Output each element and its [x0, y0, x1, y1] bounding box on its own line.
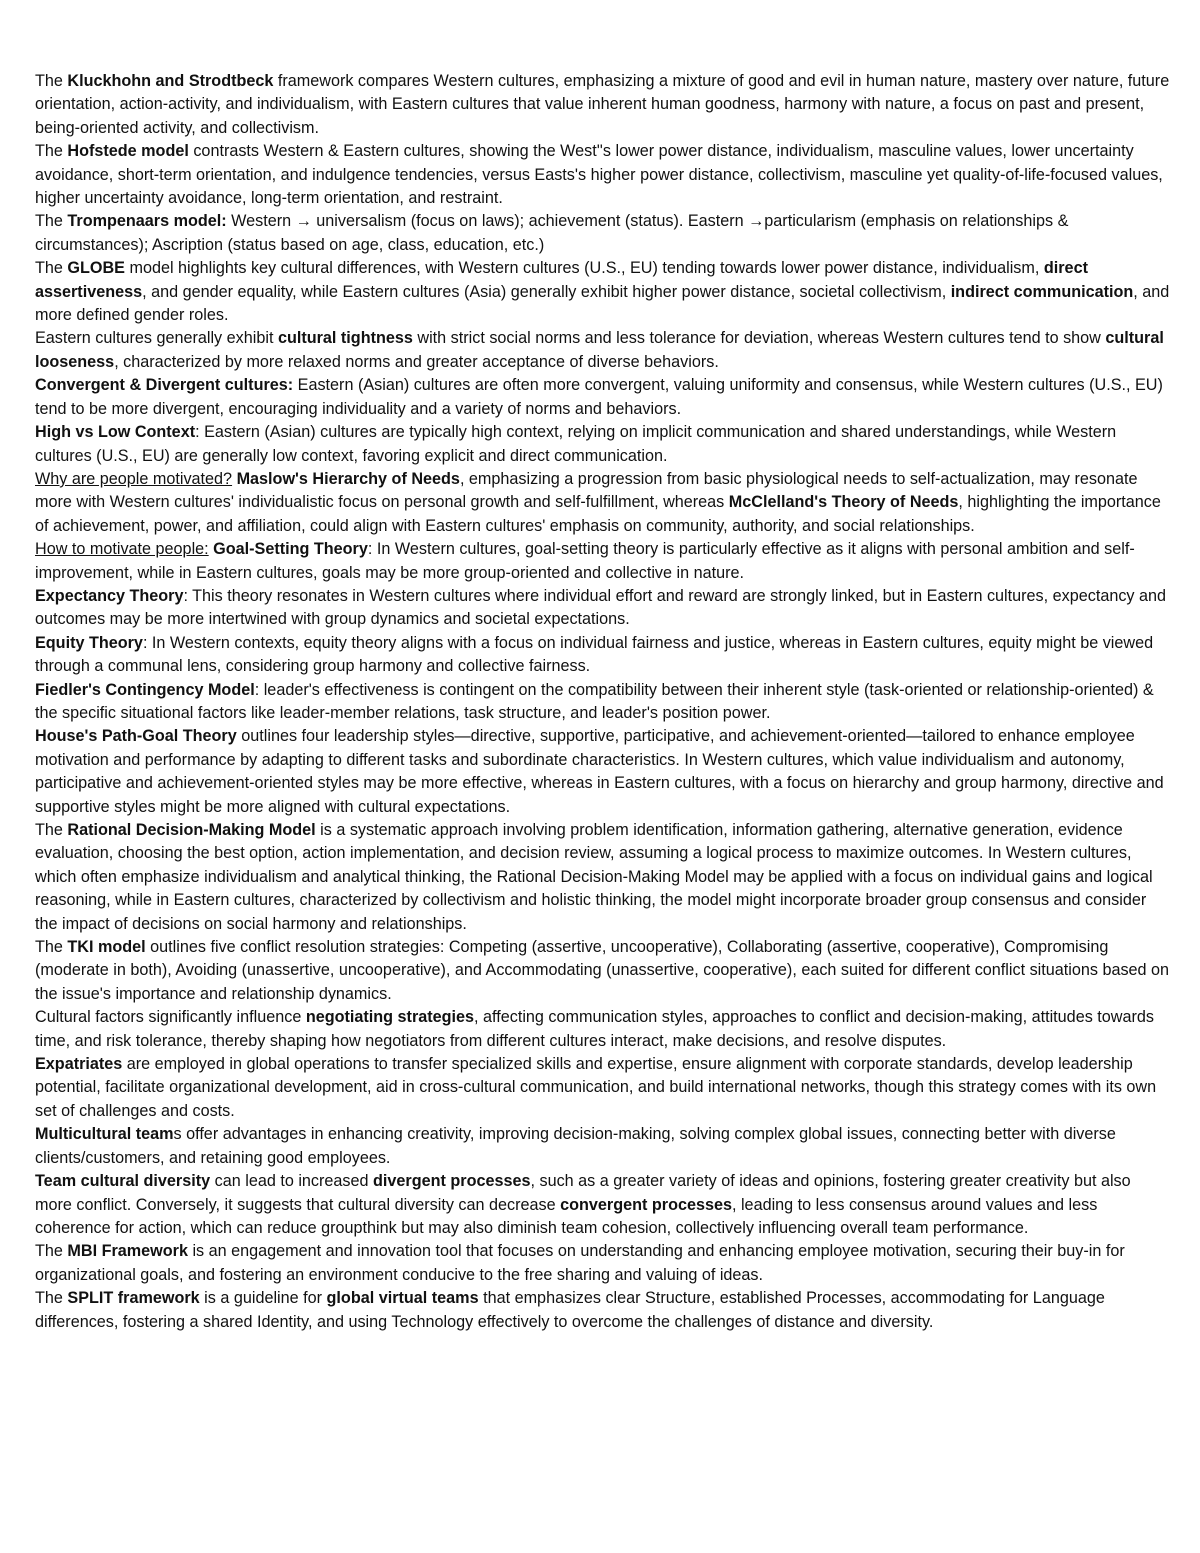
text-run: The — [35, 212, 68, 231]
paragraph — [35, 257, 1170, 327]
text-run: : leader's effectiveness is contingent on the compatibility between their inherent style (task-oriented or relationship-oriented) & the specific situational factors like leader-member relations, task structure, and leader's position power. — [35, 680, 1154, 722]
bold-term: Kluckhohn and Strodtbeck — [67, 72, 274, 90]
text-run: is an engagement and innovation tool that focuses on understanding and enhancing employee motivation, securing their buy-in for organizational goals, and fostering an environment conducive to the free sharing and valuing of ideas. — [35, 1242, 1125, 1284]
paragraph — [35, 421, 1170, 468]
paragraph — [35, 1170, 1170, 1240]
text-run: , leading to less consensus around values and less coherence for action, which can reduce groupthink but may also diminish team cohesion, collectively influencing overall team performance. — [35, 1195, 1098, 1237]
bold-term: convergent processes — [560, 1195, 732, 1214]
text-run: Cultural factors significantly influence — [35, 1008, 306, 1027]
text-run: : Eastern (Asian) cultures are typically high context, relying on implicit communication and shared understandings, while Western cultures (U.S., EU) are generally low context, favoring explicit and direct communication. — [35, 423, 1117, 465]
bold-term: High vs Low Context — [35, 423, 196, 442]
paragraph — [35, 1287, 1170, 1334]
text-run: is a systematic approach involving problem identification, information gathering, alternative generation, evidence evaluation, choosing the best option, action implementation, and decision review, assuming a logical process to maximize outcomes. In Western cultures, which often emphasize individualism and analytical thinking, the Rational Decision-Making Model may be applied with a focus on individual gains and logical reasoning, while in Eastern cultures, characterized by collectivism and holistic thinking, the model might incorporate broader group consensus and consider the impact of decisions on social harmony and relationships. — [35, 821, 1153, 933]
text-run: Eastern cultures generally exhibit — [35, 329, 278, 348]
paragraph — [35, 70, 1170, 140]
text-run: The — [35, 72, 68, 90]
bold-term: cultural tightness — [277, 329, 413, 348]
bold-term: GLOBE — [67, 259, 125, 278]
text-run: contrasts Western & Eastern cultures, showing the West''s lower power distance, individualism, masculine values, lower uncertainty avoidance, short-term orientation, and indulgence tendencies, versus Easts's higher power distance, collectivism, masculine yet quality-of-life-focused values, higher uncertainty avoidance, long-term orientation, and restraint. — [35, 142, 1163, 208]
text-run: , highlighting the importance of achievement, power, and affiliation, could align with Eastern cultures' emphasis on community, authority, and social relationships. — [35, 493, 1161, 535]
bold-term: Convergent & Divergent cultures: — [35, 376, 294, 395]
bold-term: Trompenaars model: — [67, 212, 227, 231]
text-run: The — [35, 1242, 68, 1261]
text-run: , and more defined gender roles. — [35, 282, 1170, 325]
bold-term: global virtual teams — [326, 1289, 479, 1308]
bold-term: Multicultural team — [35, 1125, 174, 1144]
bold-term: Hofstede model — [67, 142, 189, 161]
paragraph — [35, 140, 1170, 210]
text-run: Eastern (Asian) cultures are often more convergent, valuing uniformity and consensus, while Western cultures (U.S., EU) tend to be more divergent, encouraging individuality and a variety of norms and behaviors. — [35, 376, 1163, 418]
text-run: framework compares Western cultures, emphasizing a mixture of good and evil in human nature, mastery over nature, future orientation, action-activity, and individualism, with Eastern cultures that value inherent human goodness, harmony with nature, a focus on past and present, being-oriented activity, and collectivism. — [35, 72, 1170, 137]
text-run: : In Western cultures, goal-setting theory is particularly effective as it aligns with personal ambition and self-improvement, while in Eastern cultures, goals may be more group-oriented and collective in nature. — [35, 540, 1135, 582]
text-run: outlines four leadership styles—directive, supportive, participative, and achievement-oriented—tailored to enhance employee motivation and performance by adapting to different tasks and subordinate characteristics. In Western cultures, which value individualism and autonomy, participative and achievement-oriented styles may be more effective, whereas in Eastern cultures, with a focus on hierarchy and group harmony, directive and supportive styles might be more aligned with cultural expectations. — [35, 727, 1164, 816]
bold-term: negotiating strategies — [305, 1008, 475, 1027]
paragraph — [35, 538, 1170, 585]
bold-term: direct assertiveness — [35, 259, 1088, 301]
bold-term: Fiedler's Contingency Model — [35, 680, 255, 699]
paragraph — [35, 1053, 1170, 1123]
bold-term: TKI model — [67, 938, 146, 957]
text-run: s offer advantages in enhancing creativity, improving decision-making, solving complex global issues, connecting better with diverse clients/customers, and retaining good employees. — [35, 1125, 1116, 1167]
bold-term: Equity Theory — [35, 633, 143, 652]
text-run: with strict social norms and less tolerance for deviation, whereas Western cultures tend to show — [412, 329, 1106, 348]
bold-term: Team cultural diversity — [35, 1172, 211, 1191]
bold-term: divergent processes — [373, 1172, 531, 1191]
paragraph — [35, 327, 1170, 374]
text-run: : This theory resonates in Western cultures where individual effort and reward are strongly linked, but in Eastern cultures, expectancy and outcomes may be more intertwined with group dynamics and societal expectations. — [35, 586, 1167, 629]
bold-term: MBI Framework — [67, 1242, 188, 1261]
text-run: that emphasizes clear Structure, established Processes, accommodating for Language differences, fostering a shared Identity, and using Technology effectively to overcome the challenges of distance and diversity. — [35, 1289, 1105, 1331]
paragraph — [35, 210, 1170, 257]
text-run: model highlights key cultural differences, with Western cultures (U.S., EU) tending towards lower power distance, individualism, — [124, 259, 1044, 278]
text-run: is a guideline for — [199, 1289, 327, 1308]
paragraph — [35, 936, 1170, 1006]
text-run: Western → universalism (focus on laws); achievement (status). Eastern →particularism (emphasis on relationships & circumstances); Ascription (status based on age, class, education, etc.) — [35, 212, 1069, 254]
text-run: outlines five conflict resolution strategies: Competing (assertive, uncooperative), Collaborating (assertive, cooperative), Compromising (moderate in both), Avoiding (unassertive, uncooperative), and Accommodating (unassertive, cooperative), each suited for different conflict situations based on the issue's importance and relationship dynamics. — [35, 938, 1170, 1003]
bold-term: House's Path-Goal Theory — [35, 727, 237, 746]
bold-term: indirect communication — [950, 282, 1134, 301]
text-run: The — [35, 938, 68, 957]
text-run: The — [35, 821, 68, 839]
paragraph — [35, 819, 1170, 936]
paragraph — [35, 632, 1170, 679]
paragraph — [35, 1240, 1170, 1287]
bold-term: cultural looseness — [35, 329, 1164, 371]
text-run: The — [35, 259, 68, 278]
text-run: , affecting communication styles, approaches to conflict and decision-making, attitudes towards time, and risk tolerance, thereby shaping how negotiators from different cultures interact, make decisions, and resolve disputes. — [35, 1008, 1154, 1050]
bold-term: Rational Decision-Making Model — [67, 821, 316, 839]
text-run: can lead to increased — [210, 1172, 374, 1191]
text-run: The — [35, 142, 68, 161]
paragraph — [35, 1006, 1170, 1053]
paragraph — [35, 374, 1170, 421]
text-run: are employed in global operations to transfer specialized skills and expertise, ensure alignment with corporate standards, develop leadership potential, facilitate organizational development, aid in cross-cultural communication, and build international networks, though this strategy comes with its own set of challenges and costs. — [35, 1055, 1157, 1120]
underlined-heading: How to motivate people: — [35, 540, 209, 559]
bold-term: Maslow's Hierarchy of Needs — [236, 469, 460, 488]
bold-term: SPLIT framework — [67, 1289, 200, 1308]
paragraph — [35, 468, 1170, 538]
paragraph — [35, 725, 1170, 819]
text-run: , emphasizing a progression from basic physiological needs to self-actualization, may resonate more with Western cultures' individualistic focus on personal growth and self-fulfillment, whereas — [35, 469, 1138, 512]
text-run: , such as a greater variety of ideas and opinions, fostering greater creativity but also more conflict. Conversely, it suggests that cultural diversity can decrease — [35, 1172, 1131, 1214]
paragraph — [35, 1123, 1170, 1170]
text-run: , characterized by more relaxed norms and greater acceptance of diverse behaviors. — [114, 352, 719, 371]
bold-term: Goal-Setting Theory — [213, 540, 368, 559]
bold-term: Expectancy Theory — [35, 586, 184, 605]
text-run: , and gender equality, while Eastern cultures (Asia) generally exhibit higher power distance, societal collectivism, — [142, 282, 951, 301]
bold-term: Expatriates — [35, 1055, 123, 1074]
document-body — [35, 70, 1170, 1334]
underlined-heading: Why are people motivated? — [35, 469, 233, 488]
text-run: The — [35, 1289, 68, 1308]
paragraph — [35, 679, 1170, 726]
paragraph — [35, 585, 1170, 632]
bold-term: McClelland's Theory of Needs — [728, 493, 959, 512]
text-run: : In Western contexts, equity theory aligns with a focus on individual fairness and justice, whereas in Eastern cultures, equity might be viewed through a communal lens, considering group harmony and collective fairness. — [35, 633, 1154, 676]
